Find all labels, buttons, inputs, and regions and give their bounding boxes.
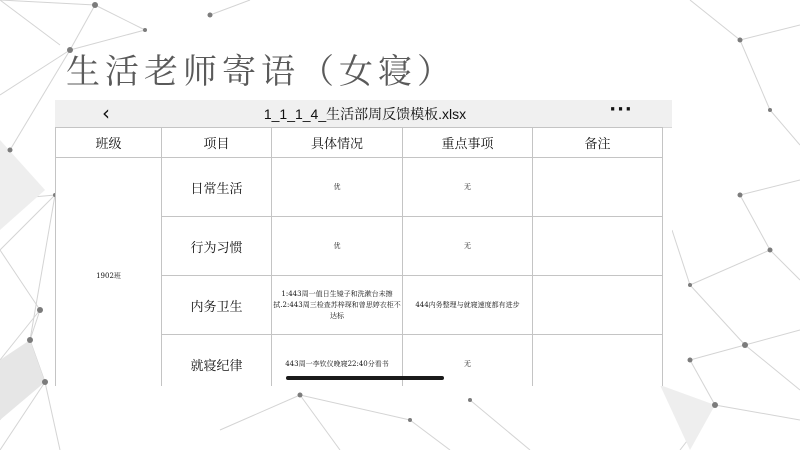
key-cell[interactable]: 无 (403, 217, 533, 276)
item-cell[interactable]: 内务卫生 (162, 276, 272, 335)
more-options-icon[interactable]: ··· (609, 100, 633, 120)
item-cell[interactable]: 日常生活 (162, 158, 272, 217)
note-cell[interactable] (533, 158, 663, 217)
detail-cell[interactable]: 1:443周一值日生镜子和洗漱台未擦拭.2:443周三检查苏梓琛和曾思婷衣柜不达标 (272, 276, 403, 335)
note-cell[interactable] (533, 276, 663, 335)
header-item[interactable]: 项目 (162, 128, 272, 158)
file-name: 1_1_1_4_生活部周反馈模板.xlsx (263, 106, 467, 122)
key-cell[interactable]: 无 (403, 158, 533, 217)
header-row (56, 128, 663, 158)
feedback-table (55, 127, 663, 386)
note-cell[interactable] (533, 217, 663, 276)
detail-cell[interactable]: 优 (272, 217, 403, 276)
class-cell[interactable]: 1902班 (56, 158, 162, 387)
header-notes[interactable]: 备注 (533, 128, 663, 158)
back-icon[interactable]: ‹ (102, 101, 110, 125)
slide-title: 生活老师寄语（女寝） (66, 52, 456, 92)
table-row (56, 158, 663, 217)
header-class[interactable]: 班级 (56, 128, 162, 158)
key-cell[interactable]: 无 (403, 335, 533, 387)
detail-cell[interactable]: 443周一李钦仪晚寝22:40分看书 (272, 335, 403, 387)
scroll-handle[interactable] (286, 376, 444, 380)
key-cell[interactable]: 444内务整理与就寝速度都有进步 (403, 276, 533, 335)
item-cell[interactable]: 行为习惯 (162, 217, 272, 276)
note-cell[interactable] (533, 335, 663, 387)
header-detail[interactable]: 具体情况 (272, 128, 403, 158)
viewer-toolbar (55, 100, 672, 128)
item-cell[interactable]: 就寝纪律 (162, 335, 272, 387)
detail-cell[interactable]: 优 (272, 158, 403, 217)
spreadsheet-viewer (55, 100, 672, 386)
header-key-points[interactable]: 重点事项 (403, 128, 533, 158)
